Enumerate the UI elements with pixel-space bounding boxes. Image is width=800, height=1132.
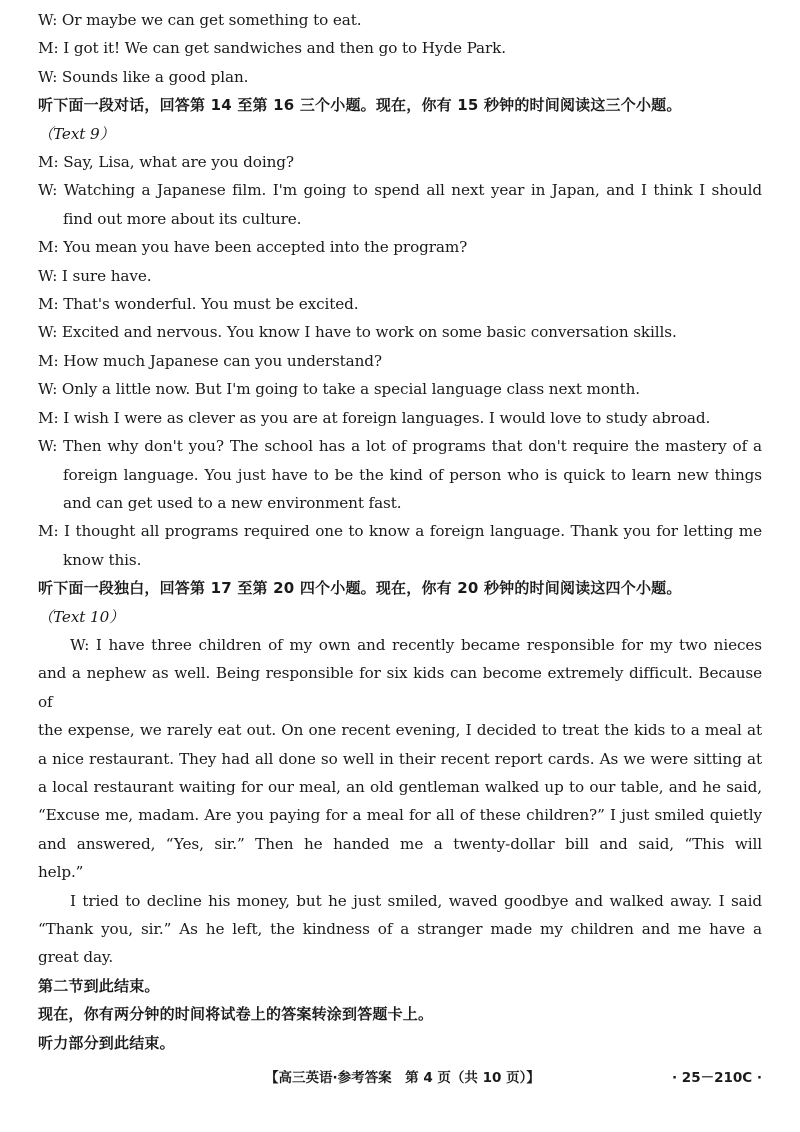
- instruction-line: 听下面一段独白，回答第 17 至第 20 四个小题。现在，你有 20 秒钟的时间阅读这四个小题。: [38, 579, 682, 598]
- instruction-line: 听下面一段对话，回答第 14 至第 16 三个小题。现在，你有 15 秒钟的时间阅读这三个小题。: [38, 96, 682, 115]
- dialogue-line: W: Or maybe we can get something to eat.: [38, 11, 362, 29]
- dialogue-line: W: Watching a Japanese film. I'm going to spend all next year in Japan, and I think I should: [38, 181, 762, 200]
- paragraph-line: “Excuse me, madam. Are you paying for a meal for all of these children?” I just smiled quietly: [38, 806, 762, 825]
- paragraph-line: great day.: [38, 948, 114, 967]
- dialogue-line: M: I thought all programs required one to know a foreign language. Thank you for letting me: [38, 522, 762, 541]
- dialogue-line: M: That's wonderful. You must be excited.: [38, 295, 359, 314]
- dialogue-line: W: I sure have.: [38, 266, 152, 285]
- dialogue-line: W: Excited and nervous. You know I have to work on some basic conversation skills.: [38, 323, 677, 342]
- dialogue-line: W: Only a little now. But I'm going to take a special language class next month.: [38, 380, 640, 399]
- dialogue-line: M: You mean you have been accepted into the program?: [38, 238, 468, 257]
- instruction-line: 现在，你有两分钟的时间将试卷上的答案转涂到答题卡上。: [38, 1005, 434, 1024]
- paragraph-line: and answered, “Yes, sir.” Then he handed me a twenty-dollar bill and said, “This will: [38, 834, 762, 853]
- instruction-line: 听力部分到此结束。: [38, 1033, 175, 1052]
- paragraph-line: the expense, we rarely eat out. On one recent evening, I decided to treat the kids to a meal at: [38, 721, 762, 740]
- dialogue-line: M: I wish I were as clever as you are at foreign languages. I would love to study abroad.: [38, 408, 711, 427]
- dialogue-line: M: How much Japanese can you understand?: [38, 351, 382, 370]
- paragraph-line: “Thank you, sir.” As he left, the kindness of a stranger made my children and me have a: [38, 920, 762, 938]
- dialogue-line: W: Sounds like a good plan.: [38, 67, 249, 86]
- text-label: （Text 9）: [38, 124, 115, 143]
- paragraph-line: and a nephew as well. Being responsible for six kids can become extremely difficult. Because of: [38, 664, 762, 711]
- text-label: （Text 10）: [38, 607, 125, 626]
- dialogue-continuation: and can get used to a new environment fast.: [63, 493, 402, 512]
- dialogue-continuation: find out more about its culture.: [63, 209, 302, 228]
- page-footer: [0, 1066, 800, 1090]
- paragraph-line: a local restaurant waiting for our meal, an old gentleman walked up to our table, and he said,: [38, 777, 762, 796]
- paragraph-line: a nice restaurant. They had all done so well in their recent report cards. As we were sitting at: [38, 749, 762, 768]
- dialogue-line: W: Then why don't you? The school has a lot of programs that don't require the mastery of a: [38, 437, 762, 456]
- dialogue-line: M: I got it! We can get sandwiches and then go to Hyde Park.: [38, 39, 506, 58]
- paragraph-line: help.”: [38, 863, 84, 882]
- footer-page-info: 【高三英语·参考答案 第 4 页（共 10 页）】: [265, 1070, 540, 1086]
- dialogue-continuation: foreign language. You just have to be the kind of person who is quick to learn new things: [63, 465, 762, 484]
- paragraph-start: I tried to decline his money, but he just smiled, waved goodbye and walked away. I said: [70, 891, 762, 910]
- instruction-line: 第二节到此结束。: [38, 976, 160, 995]
- dialogue-line: M: Say, Lisa, what are you doing?: [38, 153, 294, 172]
- paragraph-start: W: I have three children of my own and recently became responsible for my two nieces: [70, 635, 762, 654]
- document-body: [38, 6, 762, 1057]
- footer-doc-code: · 25－210C ·: [671, 1070, 762, 1086]
- dialogue-continuation: know this.: [63, 550, 142, 569]
